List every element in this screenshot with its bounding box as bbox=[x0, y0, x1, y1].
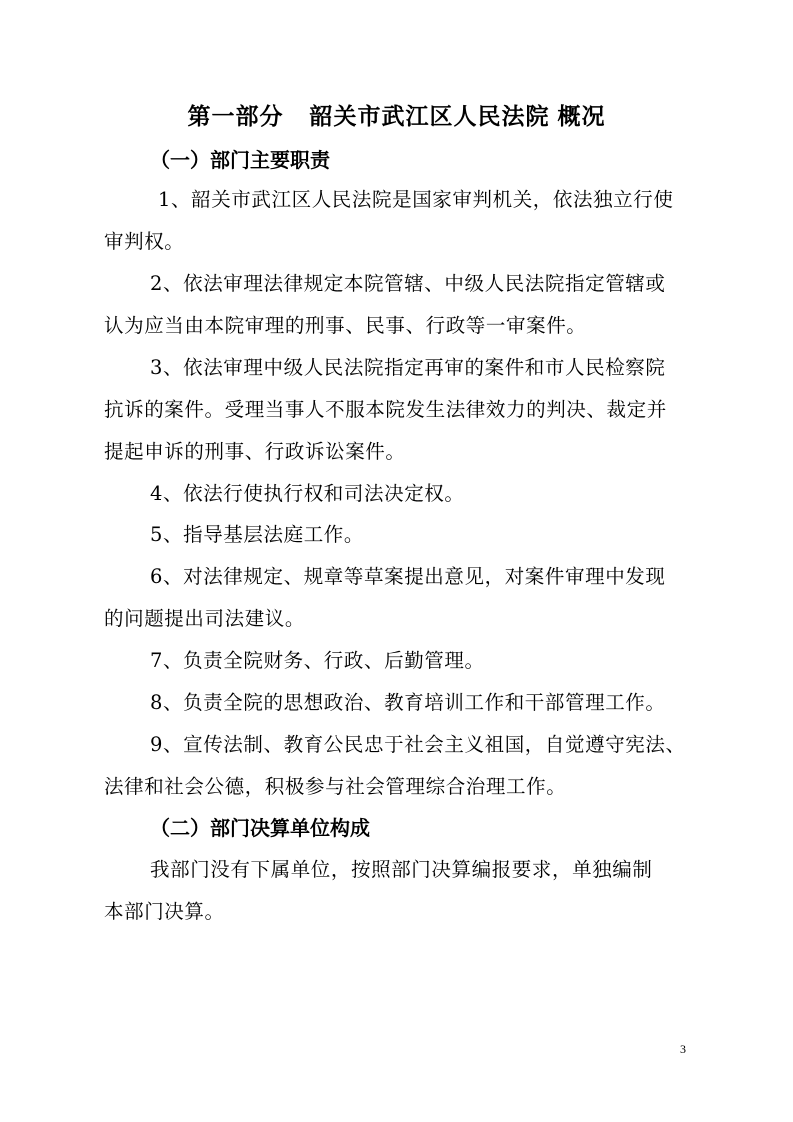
paragraph-line: 抗诉的案件。受理当事人不服本院发生法律效力的判决、裁定并 bbox=[104, 398, 667, 421]
paragraph-line: 的问题提出司法建议。 bbox=[104, 607, 306, 630]
title-suffix: 概况 bbox=[557, 104, 606, 130]
section-heading-units: （二）部门决算单位构成 bbox=[150, 816, 370, 840]
paragraph-line: 7、负责全院财务、行政、后勤管理。 bbox=[150, 649, 485, 672]
paragraph-line: 提起申诉的刑事、行政诉讼案件。 bbox=[104, 440, 406, 463]
paragraph-line: 我部门没有下属单位，按照部门决算编报要求，单独编制 bbox=[150, 858, 653, 881]
paragraph-line: 认为应当由本院审理的刑事、民事、行政等一审案件。 bbox=[104, 314, 587, 337]
paragraph-line: 4、依法行使执行权和司法决定权。 bbox=[150, 482, 465, 505]
paragraph-line: 8、负责全院的思想政治、教育培训工作和干部管理工作。 bbox=[150, 691, 666, 714]
title-court: 韶关市武江区人民法院 bbox=[309, 104, 550, 130]
page-title bbox=[0, 101, 793, 133]
paragraph-line: 法律和社会公德，积极参与社会管理综合治理工作。 bbox=[104, 775, 567, 798]
title-part: 第一部分 bbox=[187, 104, 284, 130]
paragraph-line: 2、依法审理法律规定本院管辖、中级人民法院指定管辖或 bbox=[150, 272, 666, 295]
paragraph-line: 5、指导基层法庭工作。 bbox=[150, 523, 365, 546]
paragraph-line: 9、宣传法制、教育公民忠于社会主义祖国，自觉遵守宪法、 bbox=[150, 733, 686, 756]
page-number: 3 bbox=[680, 1042, 686, 1056]
paragraph-line: 3、依法审理中级人民法院指定再审的案件和市人民检察院 bbox=[150, 356, 666, 379]
paragraph-line: 6、对法律规定、规章等草案提出意见，对案件审理中发现 bbox=[150, 565, 666, 588]
paragraph-line: 本部门决算。 bbox=[104, 900, 225, 923]
section-heading-responsibilities: （一）部门主要职责 bbox=[150, 148, 330, 172]
paragraph-line: 审判权。 bbox=[104, 230, 185, 253]
paragraph-line: 1、韶关市武江区人民法院是国家审判机关，依法独立行使 bbox=[158, 188, 674, 211]
